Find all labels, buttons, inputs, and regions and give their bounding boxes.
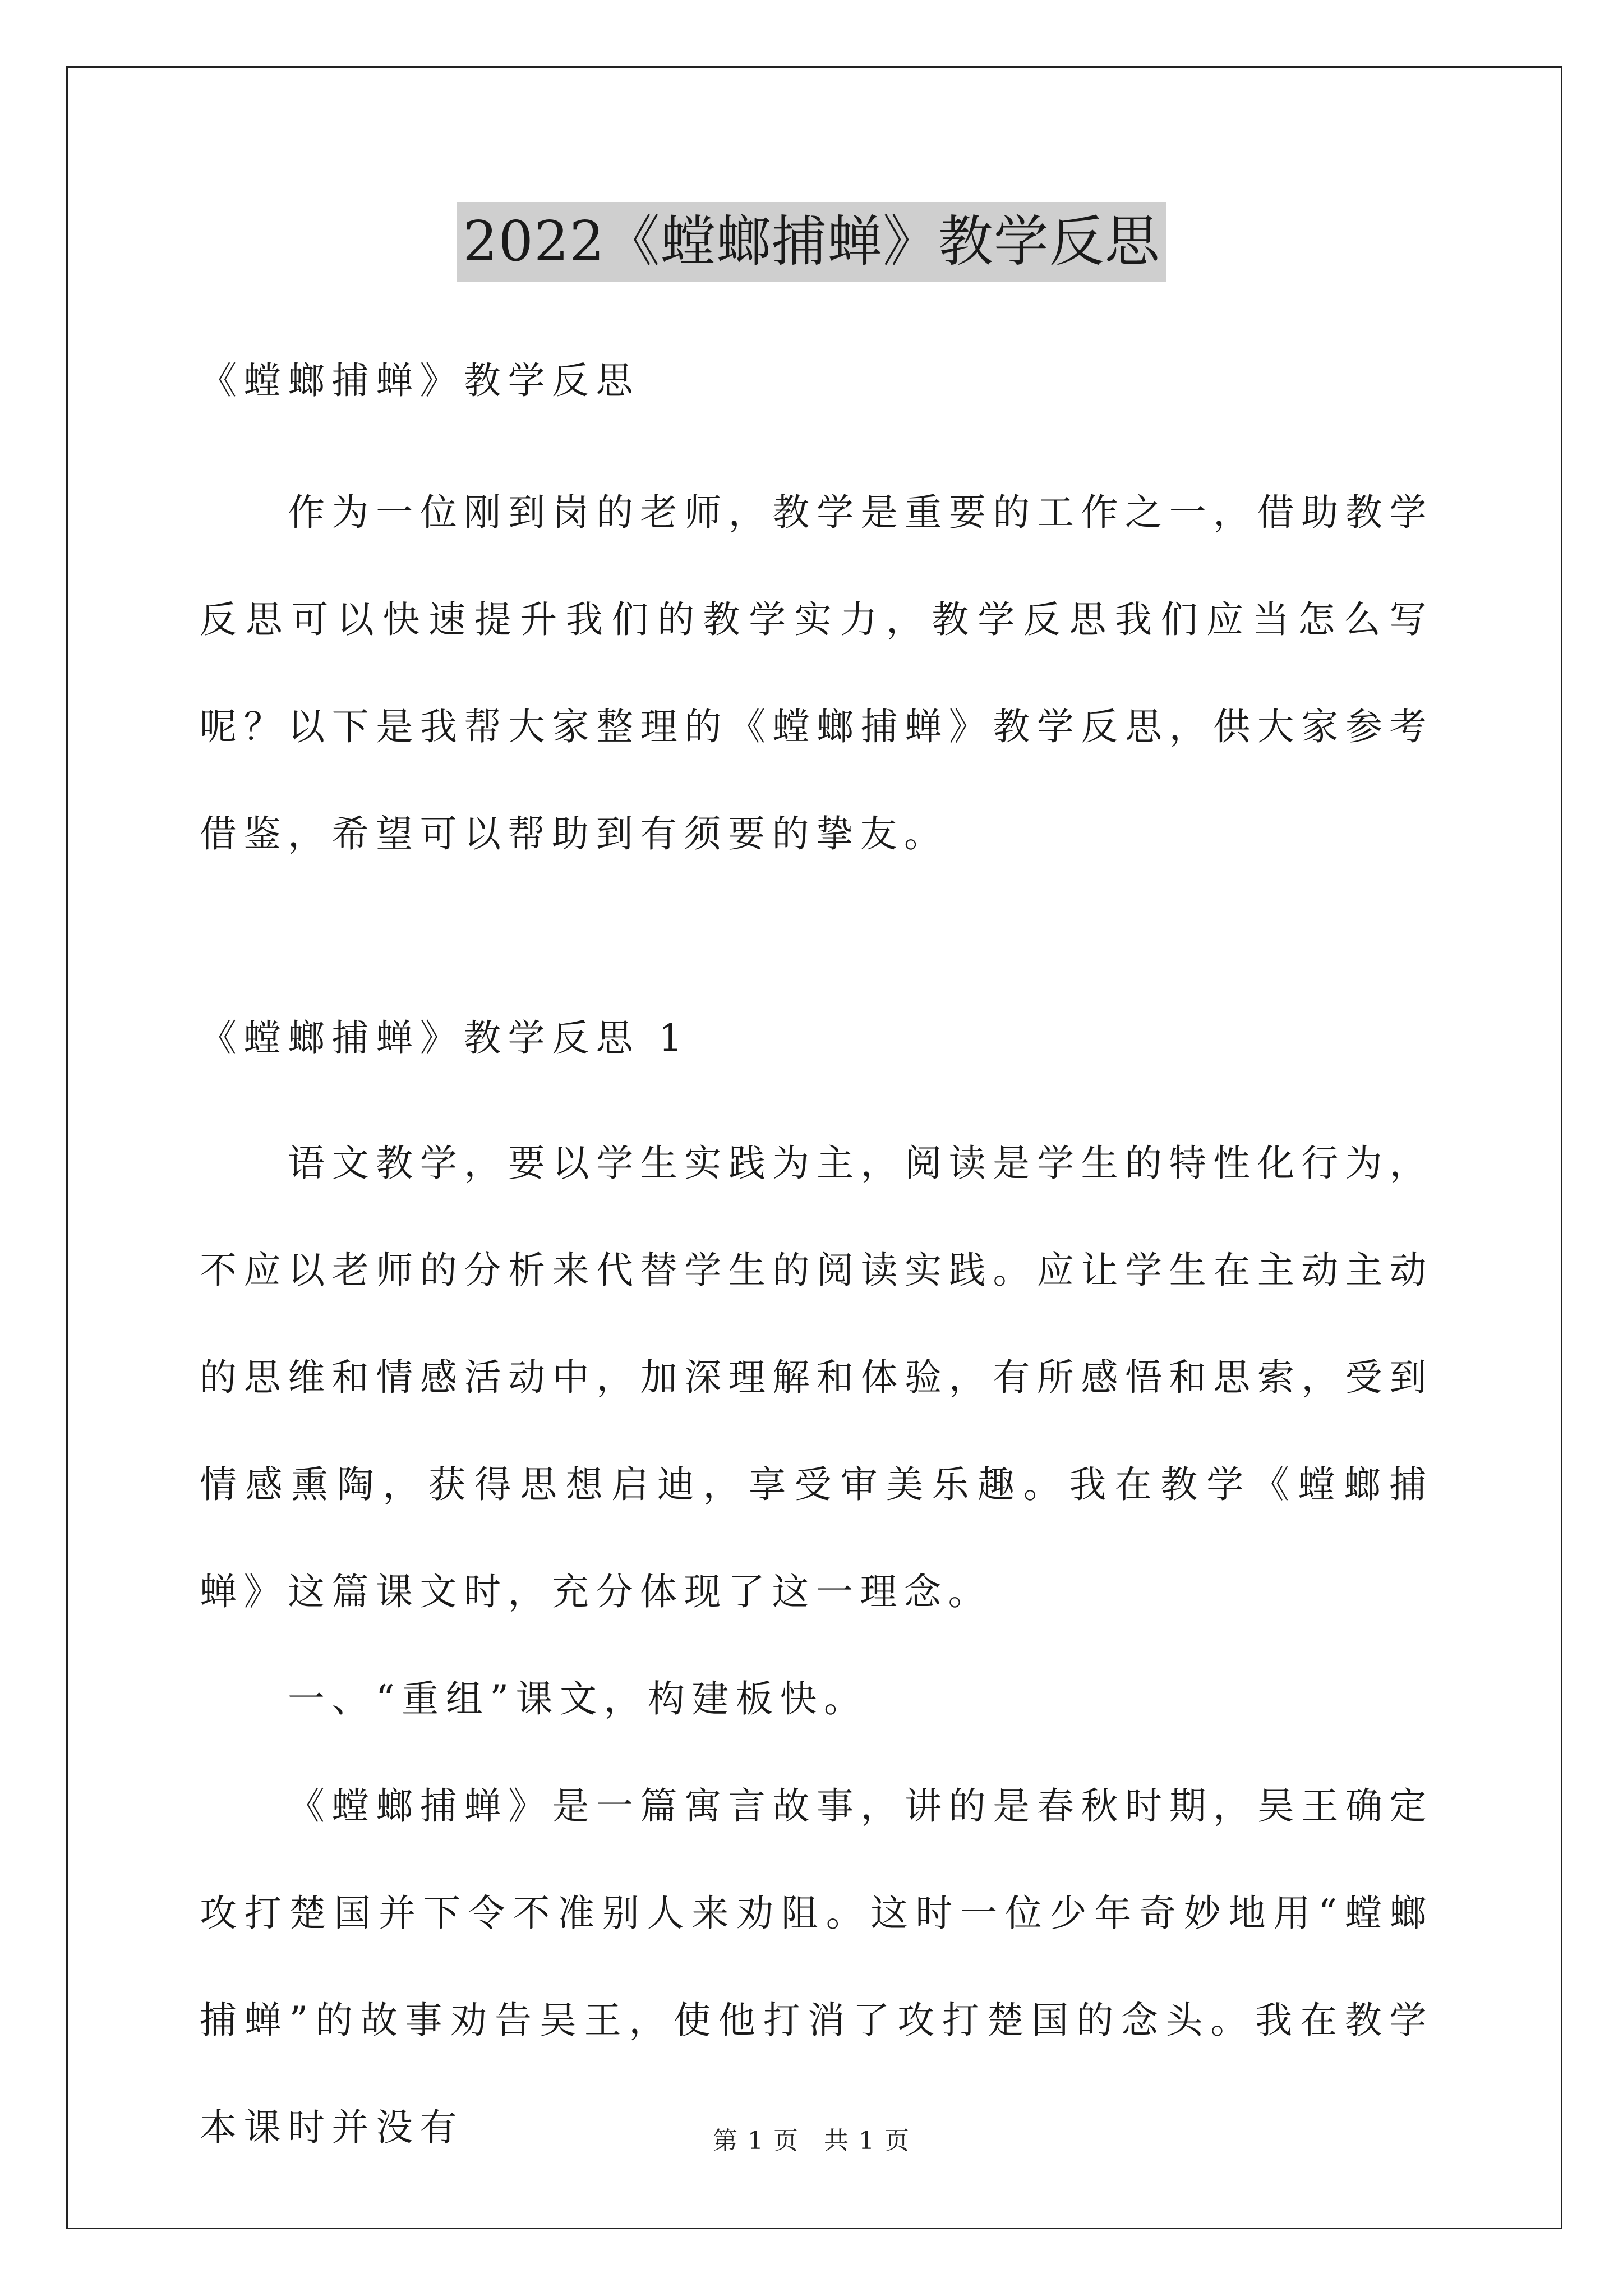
section-spacer [200, 887, 1433, 1005]
section1-paragraph-2: 一、“重组”课文，构建板快。 [288, 1677, 868, 1720]
title-wrap [0, 202, 1623, 282]
document-title: 2022《螳螂捕蝉》教学反思 [457, 202, 1165, 282]
heading-main: 《螳螂捕蝉》教学反思 [200, 359, 640, 402]
section1-heading: 《螳螂捕蝉》教学反思 1 [200, 1016, 689, 1060]
page-footer [0, 2120, 1623, 2156]
page-number-current: 第 1 页 [713, 2127, 799, 2155]
page-number-total: 共 1 页 [824, 2127, 910, 2155]
intro-paragraph: 作为一位刚到岗的老师，教学是重要的工作之一，借助教学反思可以快速提升我们的教学实力，教学反思我们应当怎么写呢？以下是我帮大家整理的《螳螂捕蝉》教学反思，供大家参考借鉴，希望可以帮助到有须要的挚友。 [200, 491, 1433, 855]
section1-paragraph-1: 语文教学，要以学生实践为主，阅读是学生的特性化行为，不应以老师的分析来代替学生的阅读实践。应让学生在主动主动的思维和情感活动中，加深理解和体验，有所感悟和思索，受到情感熏陶，获得思想启迪，享受审美乐趣。我在教学《螳螂捕蝉》这篇课文时，充分体现了这一理念。 [200, 1142, 1433, 1613]
section1-paragraph-3: 《螳螂捕蝉》是一篇寓言故事，讲的是春秋时期，吴王确定攻打楚国并下令不准别人来劝阻。这时一位少年奇妙地用“螳螂捕蝉”的故事劝告吴王，使他打消了攻打楚国的念头。我在教学本课时并没有 [200, 1784, 1433, 2149]
document-body [200, 348, 1433, 2181]
